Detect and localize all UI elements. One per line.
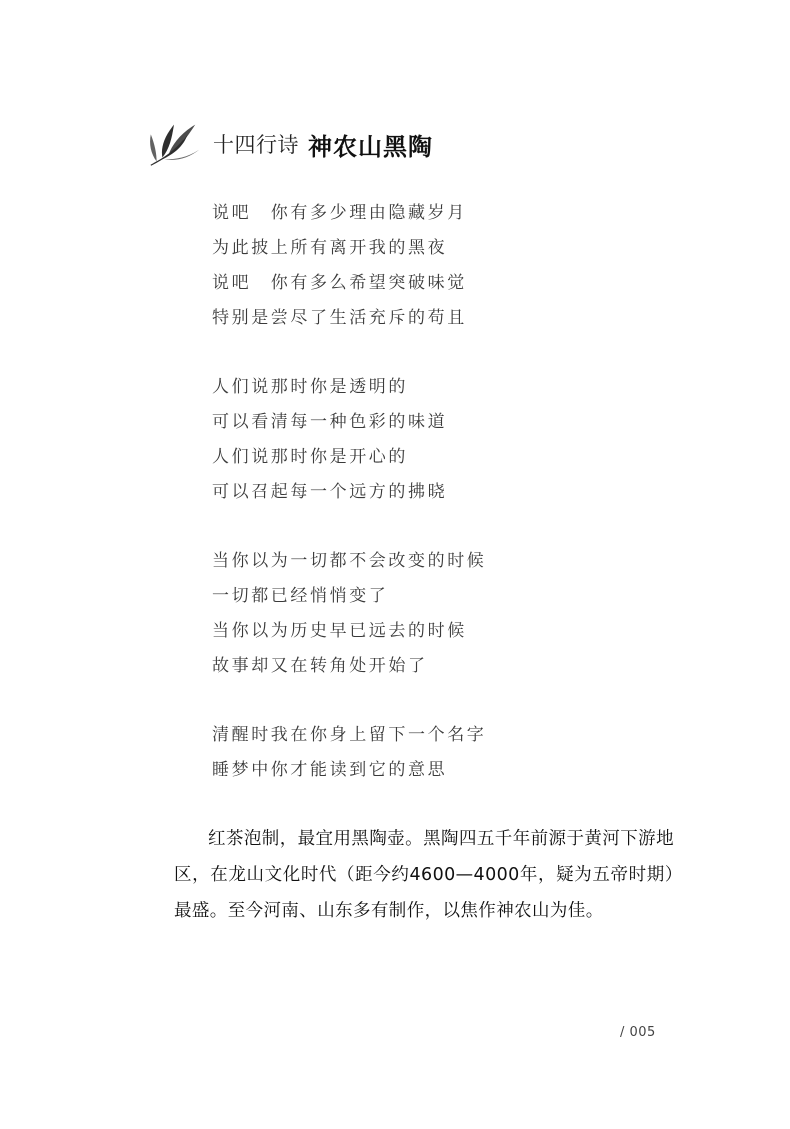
poem-line: 故事却又在转角处开始了 [212, 656, 428, 676]
poem-stanza [212, 196, 632, 336]
chapter-header [145, 112, 433, 176]
poem-line: 说吧 你有多少理由隐藏岁月 [212, 203, 467, 223]
poem-line: 可以召起每一个远方的拂晓 [212, 482, 448, 502]
poem-line: 为此披上所有离开我的黑夜 [212, 238, 448, 258]
poem-line: 当你以为历史早已远去的时候 [212, 621, 467, 641]
poem-line: 可以看清每一种色彩的味道 [212, 412, 448, 432]
leaf-icon [145, 115, 203, 173]
poem-line: 说吧 你有多么希望突破味觉 [212, 273, 467, 293]
title-prefix: 十四行诗 [213, 133, 299, 157]
page-number: / 005 [620, 1025, 656, 1040]
poem-line: 睡梦中你才能读到它的意思 [212, 760, 448, 780]
poem-stanza [212, 718, 632, 788]
poem-line: 当你以为一切都不会改变的时候 [212, 551, 487, 571]
prose-text: 红茶泡制，最宜用黑陶壶。黑陶四五千年前源于黄河下游地区，在龙山文化时代（距今约4600—4000年，疑为五帝时期）最盛。至今河南、山东多有制作，以焦作神农山为佳。 [174, 829, 674, 921]
poem-line: 清醒时我在你身上留下一个名字 [212, 725, 487, 745]
poem-line: 人们说那时你是透明的 [212, 377, 408, 397]
prose-paragraph [174, 821, 674, 929]
poem [212, 196, 632, 822]
poem-stanza [212, 370, 632, 510]
poem-line: 特别是尝尽了生活充斥的苟且 [212, 308, 467, 328]
poem-line: 人们说那时你是开心的 [212, 447, 408, 467]
page-title: 神农山黑陶 [308, 132, 433, 161]
poem-stanza [212, 544, 632, 684]
poem-line: 一切都已经悄悄变了 [212, 586, 389, 606]
